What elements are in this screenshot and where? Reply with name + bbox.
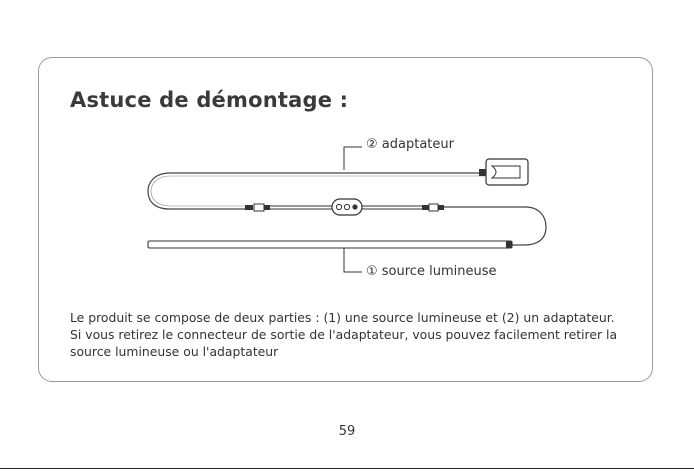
description [70, 309, 640, 360]
controller-icon [332, 199, 362, 215]
description-line: Le produit se compose de deux parties : (1) une source lumineuse et (2) un adaptateur. [70, 310, 615, 325]
light-strip [148, 241, 512, 248]
light-cable [444, 207, 546, 245]
product-diagram [140, 135, 560, 285]
description-line: source lumineuse ou l'adaptateur [70, 344, 279, 359]
description-line: Si vous retirez le connecteur de sortie de l'adaptateur, vous pouvez facilement retirer la [70, 327, 618, 342]
adapter-icon [479, 159, 528, 185]
bottom-divider [0, 468, 694, 469]
left-connector-icon [245, 204, 270, 211]
light-source-callout-line [344, 247, 362, 272]
adapter-label: ② adaptateur [366, 137, 454, 152]
section-title: Astuce de démontage : [70, 88, 349, 112]
light-source-label: ① source lumineuse [366, 264, 497, 279]
adapter-callout-line [344, 147, 362, 170]
right-connector-icon [422, 204, 444, 211]
page-number: 59 [338, 424, 356, 439]
